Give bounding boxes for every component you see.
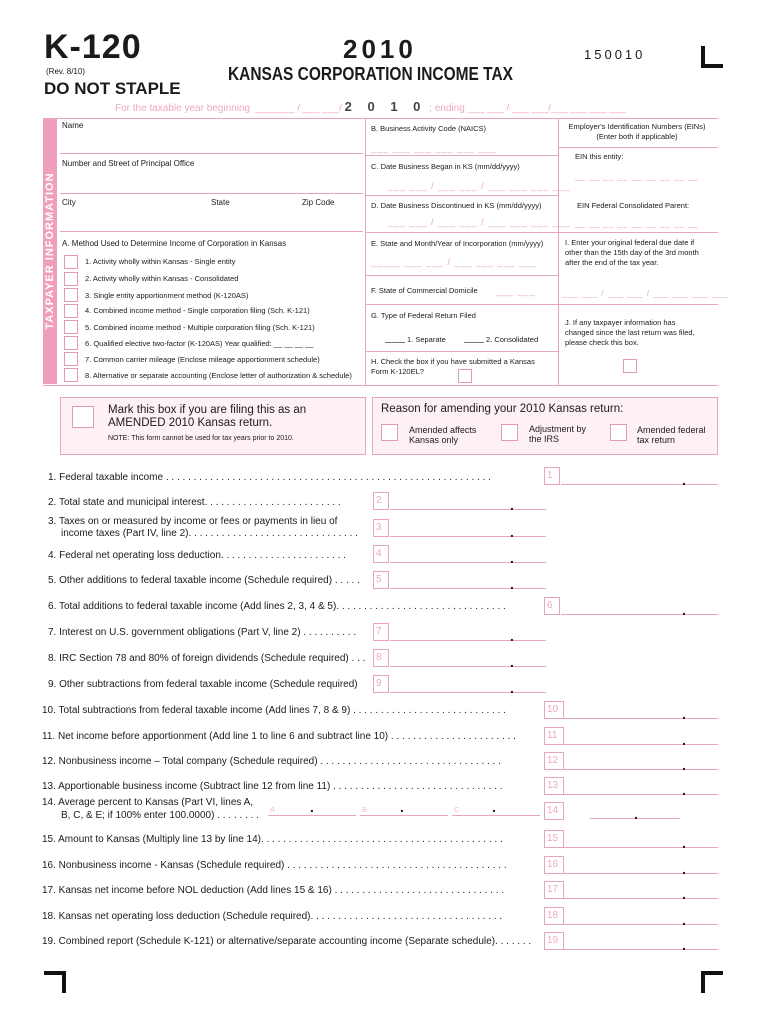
- line-11-number: 11: [544, 727, 564, 745]
- tax-year: 2010: [343, 34, 417, 64]
- line-12-field[interactable]: [564, 769, 718, 770]
- method-7-label: 7. Common carrier mileage (Enclose mileage apportionment schedule): [85, 355, 320, 364]
- k120el-label: H. Check the box if you have submitted a Kansas Form K-120EL?: [371, 357, 535, 376]
- line-2-label: 2. Total state and municipal interest. . . . . . . . . . . . . . . . . . . . . . . . .: [48, 497, 341, 508]
- column-divider-1: [365, 118, 366, 385]
- name-label: Name: [62, 121, 84, 130]
- line-14-part-c-letter: C: [454, 805, 460, 814]
- taxable-year-period[interactable]: [115, 99, 626, 114]
- line-11-label: 11. Net income before apportionment (Add line 1 to line 6 and subtract line 10) . . . . . . . . . . . . . . . . . . . . . . .: [42, 731, 516, 742]
- line-5-decimal: .: [510, 576, 514, 592]
- amend-reason-title: Reason for amending your 2010 Kansas return:: [381, 403, 624, 415]
- incorporation-label: E. State and Month/Year of Incorporation (mm/yyyy): [371, 239, 544, 248]
- line-19-field[interactable]: [564, 949, 718, 950]
- line-15-label: 15. Amount to Kansas (Multiply line 13 by line 14). . . . . . . . . . . . . . . . . . . . . . . . . . . . . . . . . . . . . . . . . . . .: [42, 834, 503, 845]
- line-14-part-a[interactable]: [268, 799, 356, 816]
- street-field[interactable]: [60, 193, 363, 194]
- line-19-decimal: .: [682, 937, 686, 953]
- line-4-decimal: .: [510, 550, 514, 566]
- line-3-decimal: .: [510, 524, 514, 540]
- line-10-label: 10. Total subtractions from federal taxable income (Add lines 7, 8 & 9) . . . . . . . . . . . . . . . . . . . . . . . . . . . .: [42, 705, 506, 716]
- line-9-label: 9. Other subtractions from federal taxable income (Schedule required): [48, 679, 358, 690]
- method-2-label: 2. Activity wholly within Kansas - Consolidated: [85, 274, 239, 283]
- city-field[interactable]: [60, 231, 363, 232]
- line-12-number: 12: [544, 752, 564, 770]
- line-16-number: 16: [544, 856, 564, 874]
- line-16-decimal: .: [682, 861, 686, 877]
- line-17-decimal: .: [682, 886, 686, 902]
- line-19-label: 19. Combined report (Schedule K-121) or alternative/separate accounting income (Separate schedule). . . . . . .: [42, 936, 532, 947]
- line-10-decimal: .: [682, 706, 686, 722]
- taxpayer-info-tab-label: TAXPAYER INFORMATION: [44, 172, 56, 330]
- line-18-decimal: .: [682, 912, 686, 928]
- ein-parent-label: EIN Federal Consolidated Parent:: [577, 201, 690, 210]
- ein-parent-field[interactable]: __ __ __ __ __ __ __ __ __: [575, 219, 699, 228]
- info-changed-label: J. If any taxpayer information has changed since the last return was filed, please check this box.: [565, 318, 695, 347]
- zip-label: Zip Code: [302, 198, 335, 207]
- method-3-checkbox[interactable]: [64, 288, 78, 302]
- line-8-label: 8. IRC Section 78 and 80% of foreign dividends (Schedule required) . . .: [48, 653, 366, 664]
- line-19-number: 19: [544, 932, 564, 950]
- method-8-checkbox[interactable]: [64, 368, 78, 382]
- amended-return-text: Mark this box if you are filing this as an AMENDED 2010 Kansas return.: [108, 404, 307, 429]
- line-8-decimal: .: [510, 654, 514, 670]
- rule-f: [366, 304, 558, 305]
- rule-ein-bottom: [559, 232, 718, 233]
- method-4-checkbox[interactable]: [64, 304, 78, 318]
- separate-return-field[interactable]: [385, 342, 405, 343]
- line-4-label: 4. Federal net operating loss deduction. . . . . . . . . . . . . . . . . . . . . . .: [48, 550, 346, 561]
- line-15-decimal: .: [682, 835, 686, 851]
- bottom-rule: [43, 385, 718, 386]
- rule-d: [366, 232, 558, 233]
- line-7-field[interactable]: [390, 640, 546, 641]
- method-1-label: 1. Activity wholly within Kansas - Single entity: [85, 257, 236, 266]
- reason-irs-adjustment-label: Adjustment by the IRS: [529, 424, 587, 444]
- period-prefix: For the taxable year beginning: [115, 103, 251, 114]
- naics-field[interactable]: ___ ___ ___ ___ ___ ___: [371, 143, 497, 153]
- city-label: City: [62, 198, 76, 207]
- revision-date: (Rev. 8/10): [46, 67, 85, 76]
- naics-label: B. Business Activity Code (NAICS): [371, 124, 487, 133]
- k120el-checkbox[interactable]: [458, 369, 472, 383]
- line-14-part-c-decimal: .: [492, 799, 496, 815]
- rule-ein: [559, 147, 718, 148]
- line-7-decimal: .: [510, 628, 514, 644]
- domicile-label: F. State of Commercial Domicile: [371, 286, 478, 295]
- rule-e: [366, 275, 558, 276]
- consolidated-return-field[interactable]: [464, 342, 484, 343]
- line-3-number: 3: [373, 519, 389, 537]
- line-3-label-cont: income taxes (Part IV, line 2). . . . . . . . . . . . . . . . . . . . . . . . . . . . . . .: [61, 528, 358, 539]
- reason-kansas-only-label: Amended affects Kansas only: [409, 425, 477, 445]
- method-5-label: 5. Combined income method - Multiple corporation filing (Sch. K-121): [85, 323, 315, 332]
- method-2-checkbox[interactable]: [64, 272, 78, 286]
- ein-title: Employer's Identification Numbers (EINs) (Enter both if applicable): [568, 122, 706, 141]
- incorporation-field[interactable]: _____ ___ ___ / ___ ___ ___ ___: [371, 257, 538, 267]
- line-1-decimal: .: [682, 472, 686, 488]
- line-3-label: 3. Taxes on or measured by income or fees or payments in lieu of: [48, 516, 338, 527]
- line-6-label: 6. Total additions to federal taxable income (Add lines 2, 3, 4 & 5). . . . . . . . . . . . . . . . . . . . . . . . . . . . . . .: [48, 601, 506, 612]
- method-3-label: 3. Single entity apportionment method (K-120AS): [85, 291, 249, 300]
- line-16-field[interactable]: [564, 873, 718, 874]
- reason-amended-federal-label: Amended federal tax return: [637, 425, 706, 445]
- line-2-number: 2: [373, 492, 389, 510]
- line-10-number: 10: [544, 701, 564, 719]
- ein-entity-label: EIN this entity:: [575, 152, 624, 161]
- line-6-field[interactable]: [561, 614, 718, 615]
- line-7-number: 7: [373, 623, 389, 641]
- form-code: 150010: [584, 47, 646, 62]
- line-16-label: 16. Nonbusiness income - Kansas (Schedule required) . . . . . . . . . . . . . . . . . . . . . . . . . . . . . . . . . . . . . . . .: [42, 860, 507, 871]
- line-10-field[interactable]: [564, 718, 718, 719]
- method-5-checkbox[interactable]: [64, 320, 78, 334]
- period-begin-blank[interactable]: _______ / ___ ___/: [255, 103, 342, 114]
- line-17-number: 17: [544, 881, 564, 899]
- rule-i: [559, 304, 718, 305]
- line-4-number: 4: [373, 545, 389, 563]
- line-12-decimal: .: [682, 757, 686, 773]
- line-13-decimal: .: [682, 782, 686, 798]
- method-6-label: 6. Qualified elective two-factor (K-120AS) Year qualified: __ __ __ __: [85, 339, 314, 348]
- line-1-field[interactable]: [561, 484, 718, 485]
- line-11-field[interactable]: [564, 744, 718, 745]
- method-7-checkbox[interactable]: [64, 352, 78, 366]
- method-6-checkbox[interactable]: [64, 336, 78, 350]
- period-end-blank[interactable]: ; ending ___ ___ / ___ ___/___ ___ ___ ___: [429, 103, 627, 114]
- line-14-number: 14: [544, 802, 564, 820]
- due-date-label: I. Enter your original federal due date if other than the 15th day of the 3rd month after the end of the tax year.: [565, 238, 699, 267]
- amended-note: NOTE: This form cannot be used for tax years prior to 2010.: [108, 435, 294, 442]
- line-17-field[interactable]: [564, 898, 718, 899]
- line-14-part-a-letter: A: [270, 805, 276, 814]
- line-5-label: 5. Other additions to federal taxable income (Schedule required) . . . . .: [48, 575, 360, 586]
- date-discontinued-field[interactable]: ___ ___ / ___ ___ / ___ ___ ___ ___: [388, 217, 571, 227]
- separate-return-label: 1. Separate: [407, 335, 446, 344]
- reason-amended-federal-checkbox[interactable]: [610, 424, 627, 441]
- date-began-label: C. Date Business Began in KS (mm/dd/yyyy): [371, 162, 520, 171]
- line-14-part-b[interactable]: [360, 799, 448, 816]
- line-9-number: 9: [373, 675, 389, 693]
- top-rule: [43, 118, 718, 119]
- registration-mark-bottom-right: [701, 971, 723, 993]
- line-14-part-b-decimal: .: [400, 799, 404, 815]
- state-label: State: [211, 198, 230, 207]
- ein-entity-field[interactable]: __ __ __ __ __ __ __ __ __: [575, 172, 699, 181]
- line-6-number: 6: [544, 597, 560, 615]
- method-title: A. Method Used to Determine Income of Corporation in Kansas: [62, 239, 287, 248]
- form-number: K-120: [44, 28, 142, 66]
- line-14-part-b-letter: B: [362, 805, 368, 814]
- domicile-field[interactable]: ___ ___: [496, 286, 536, 296]
- line-6-decimal: .: [682, 602, 686, 618]
- line-4-field[interactable]: [390, 562, 546, 563]
- line-5-field[interactable]: [390, 588, 546, 589]
- period-year: 2 0 1 0: [344, 99, 427, 114]
- column-divider-2: [558, 118, 559, 385]
- line-3-field[interactable]: [390, 536, 546, 537]
- rule-b: [366, 155, 558, 156]
- line-15-field[interactable]: [564, 847, 718, 848]
- date-discontinued-label: D. Date Business Discontinued in KS (mm/dd/yyyy): [371, 201, 542, 210]
- line-9-field[interactable]: [390, 692, 546, 693]
- line-14-label: 14. Average percent to Kansas (Part VI, lines A,: [42, 797, 254, 808]
- reason-irs-adjustment-checkbox[interactable]: [501, 424, 518, 441]
- line-8-field[interactable]: [390, 666, 546, 667]
- line-14-part-c[interactable]: [452, 799, 540, 816]
- line-18-field[interactable]: [564, 924, 718, 925]
- registration-mark-top-right: [701, 46, 723, 68]
- line-18-label: 18. Kansas net operating loss deduction (Schedule required). . . . . . . . . . . . . . . . . . . . . . . . . . . . . . . . . . .: [42, 911, 503, 922]
- date-began-field[interactable]: ___ ___ / ___ ___ / ___ ___ ___ ___: [388, 181, 571, 191]
- line-11-decimal: .: [682, 732, 686, 748]
- method-1-checkbox[interactable]: [64, 255, 78, 269]
- line-1-label: 1. Federal taxable income . . . . . . . . . . . . . . . . . . . . . . . . . . . . . . . . . . . . . . . . . . . . . . . . . . . . . . . . . . .: [48, 472, 491, 483]
- amended-return-checkbox[interactable]: [72, 406, 94, 428]
- registration-mark-bottom-left: [44, 971, 66, 993]
- method-8-label: 8. Alternative or separate accounting (Enclose letter of authorization & schedule): [85, 371, 352, 380]
- line-13-label: 13. Apportionable business income (Subtract line 12 from line 11) . . . . . . . . . . . . . . . . . . . . . . . . . . . . . . .: [42, 781, 503, 792]
- info-changed-checkbox[interactable]: [623, 359, 637, 373]
- line-8-number: 8: [373, 649, 389, 667]
- line-15-number: 15: [544, 830, 564, 848]
- street-label: Number and Street of Principal Office: [62, 159, 195, 168]
- rule-c: [366, 195, 558, 196]
- form-title: KANSAS CORPORATION INCOME TAX: [228, 64, 513, 84]
- method-4-label: 4. Combined income method - Single corporation filing (Sch. K-121): [85, 306, 310, 315]
- line-2-decimal: .: [510, 497, 514, 513]
- line-7-label: 7. Interest on U.S. government obligations (Part V, line 2) . . . . . . . . . .: [48, 627, 357, 638]
- line-14-decimal: .: [634, 806, 638, 822]
- line-18-number: 18: [544, 907, 564, 925]
- federal-return-label: G. Type of Federal Return Filed: [371, 311, 476, 320]
- due-date-field[interactable]: ___ ___ / ___ ___ / ___ ___ ___ ___: [562, 289, 729, 298]
- do-not-staple: DO NOT STAPLE: [44, 79, 181, 98]
- line-2-field[interactable]: [390, 509, 546, 510]
- line-13-number: 13: [544, 777, 564, 795]
- rule-g: [366, 351, 558, 352]
- line-1-number: 1: [544, 467, 560, 485]
- line-14-label-cont: B, C, & E; if 100% enter 100.0000) . . . . . . . .: [61, 810, 259, 821]
- consolidated-return-label: 2. Consolidated: [486, 335, 539, 344]
- line-9-decimal: .: [510, 680, 514, 696]
- line-12-label: 12. Nonbusiness income – Total company (Schedule required) . . . . . . . . . . . . . . . . . . . . . . . . . . . . . . . . .: [42, 756, 501, 767]
- line-17-label: 17. Kansas net income before NOL deduction (Add lines 15 & 16) . . . . . . . . . . . . . . . . . . . . . . . . . . . . . . .: [42, 885, 505, 896]
- line-13-field[interactable]: [564, 794, 718, 795]
- line-5-number: 5: [373, 571, 389, 589]
- name-field[interactable]: [60, 153, 363, 154]
- line-14-part-a-decimal: .: [310, 799, 314, 815]
- reason-kansas-only-checkbox[interactable]: [381, 424, 398, 441]
